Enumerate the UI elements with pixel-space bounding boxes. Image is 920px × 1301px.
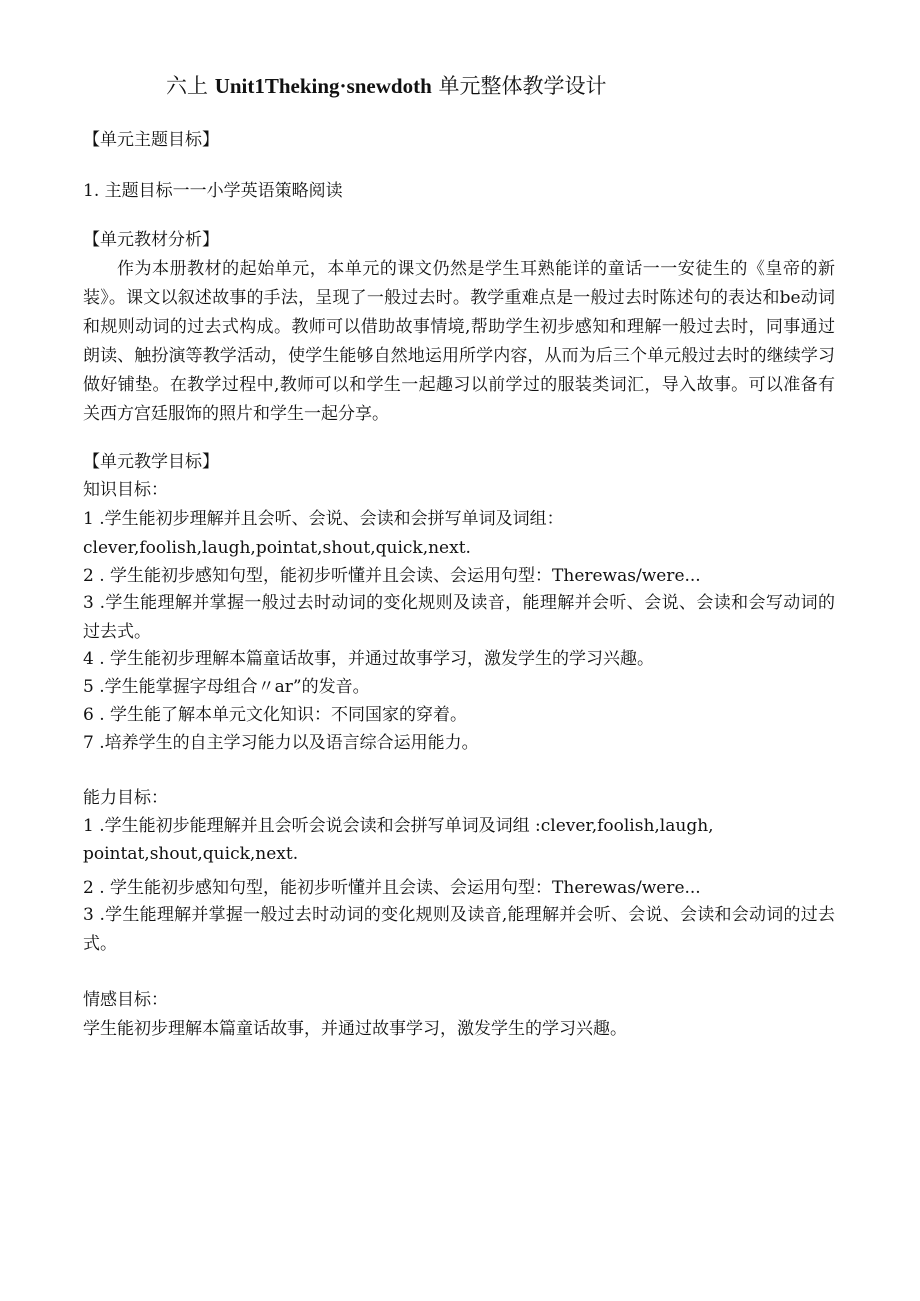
knowledge-item-4: 4 . 学生能初步理解本篇童话故事，并通过故事学习，激发学生的学习兴趣。 bbox=[83, 649, 655, 669]
ability-goals-label: 能力目标： bbox=[83, 788, 168, 808]
knowledge-item-6: 6 . 学生能了解本单元文化知识：不同国家的穿着。 bbox=[83, 705, 468, 725]
knowledge-item-5: 5 .学生能掌握字母组合〃ar”的发音。 bbox=[83, 677, 370, 697]
material-analysis-heading: 【单元教材分析】 bbox=[83, 230, 219, 250]
knowledge-item-7: 7 .培养学生的自主学习能力以及语言综合运用能力。 bbox=[83, 733, 479, 753]
document-title bbox=[166, 72, 606, 100]
theme-goal-heading: 【单元主题目标】 bbox=[83, 130, 219, 150]
ability-item-3: 3 .学生能理解并掌握一般过去时动词的变化规则及读音,能理解并会听、会说、会读和会动词的过去式。 bbox=[83, 905, 835, 954]
ability-item-1-words: pointat,shout,quick,next. bbox=[83, 844, 299, 864]
title-suffix: 单元整体教学设计 bbox=[438, 74, 607, 98]
knowledge-item-3: 3 .学生能理解并掌握一般过去时动词的变化规则及读音，能理解并会听、会说、会读和会写动词的过去式。 bbox=[83, 593, 835, 642]
knowledge-goals-label: 知识目标： bbox=[83, 480, 168, 500]
knowledge-item-2: 2 . 学生能初步感知句型，能初步听懂并且会读、会运用句型：Therewas/were... bbox=[83, 566, 701, 586]
ability-item-2: 2 . 学生能初步感知句型，能初步听懂并且会读、会运用句型：Therewas/were... bbox=[83, 878, 701, 898]
title-prefix: 六上 bbox=[166, 74, 208, 98]
ability-item-1: 1 .学生能初步能理解并且会听会说会读和会拼写单词及词组 :clever,foolish,laugh, bbox=[83, 816, 714, 836]
material-analysis-paragraph: 作为本册教材的起始单元，本单元的课文仍然是学生耳熟能详的童话一一安徒生的《皇帝的新装》。课文以叙述故事的手法，呈现了一般过去时。教学重难点是一般过去时陈述句的表达和be动词和规则动词的过去式构成。教师可以借助故事情境,帮助学生初步感知和理解一般过去时，同事通过朗读、触扮演等教学活动，使学生能够自然地运用所学内容，从而为后三个单元般过去时的继续学习做好铺垫。在教学过程中,教师可以和学生一起趣习以前学过的服装类词汇，导入故事。可以准备有关西方宫廷服饰的照片和学生一起分享。 bbox=[83, 259, 835, 424]
emotion-goals-label: 情感目标： bbox=[83, 990, 168, 1010]
knowledge-item-1-words: clever,foolish,laugh,pointat,shout,quick,next. bbox=[83, 538, 471, 558]
teaching-goals-heading: 【单元教学目标】 bbox=[83, 452, 219, 472]
theme-goal-item: 1. 主题目标一一小学英语策略阅读 bbox=[83, 181, 343, 201]
title-english: Unit1Theking·snewdoth bbox=[214, 74, 432, 98]
knowledge-item-1: 1 .学生能初步理解并且会听、会说、会读和会拼写单词及词组： bbox=[83, 509, 564, 529]
emotion-item-1: 学生能初步理解本篇童话故事，并通过故事学习，激发学生的学习兴趣。 bbox=[83, 1019, 627, 1039]
